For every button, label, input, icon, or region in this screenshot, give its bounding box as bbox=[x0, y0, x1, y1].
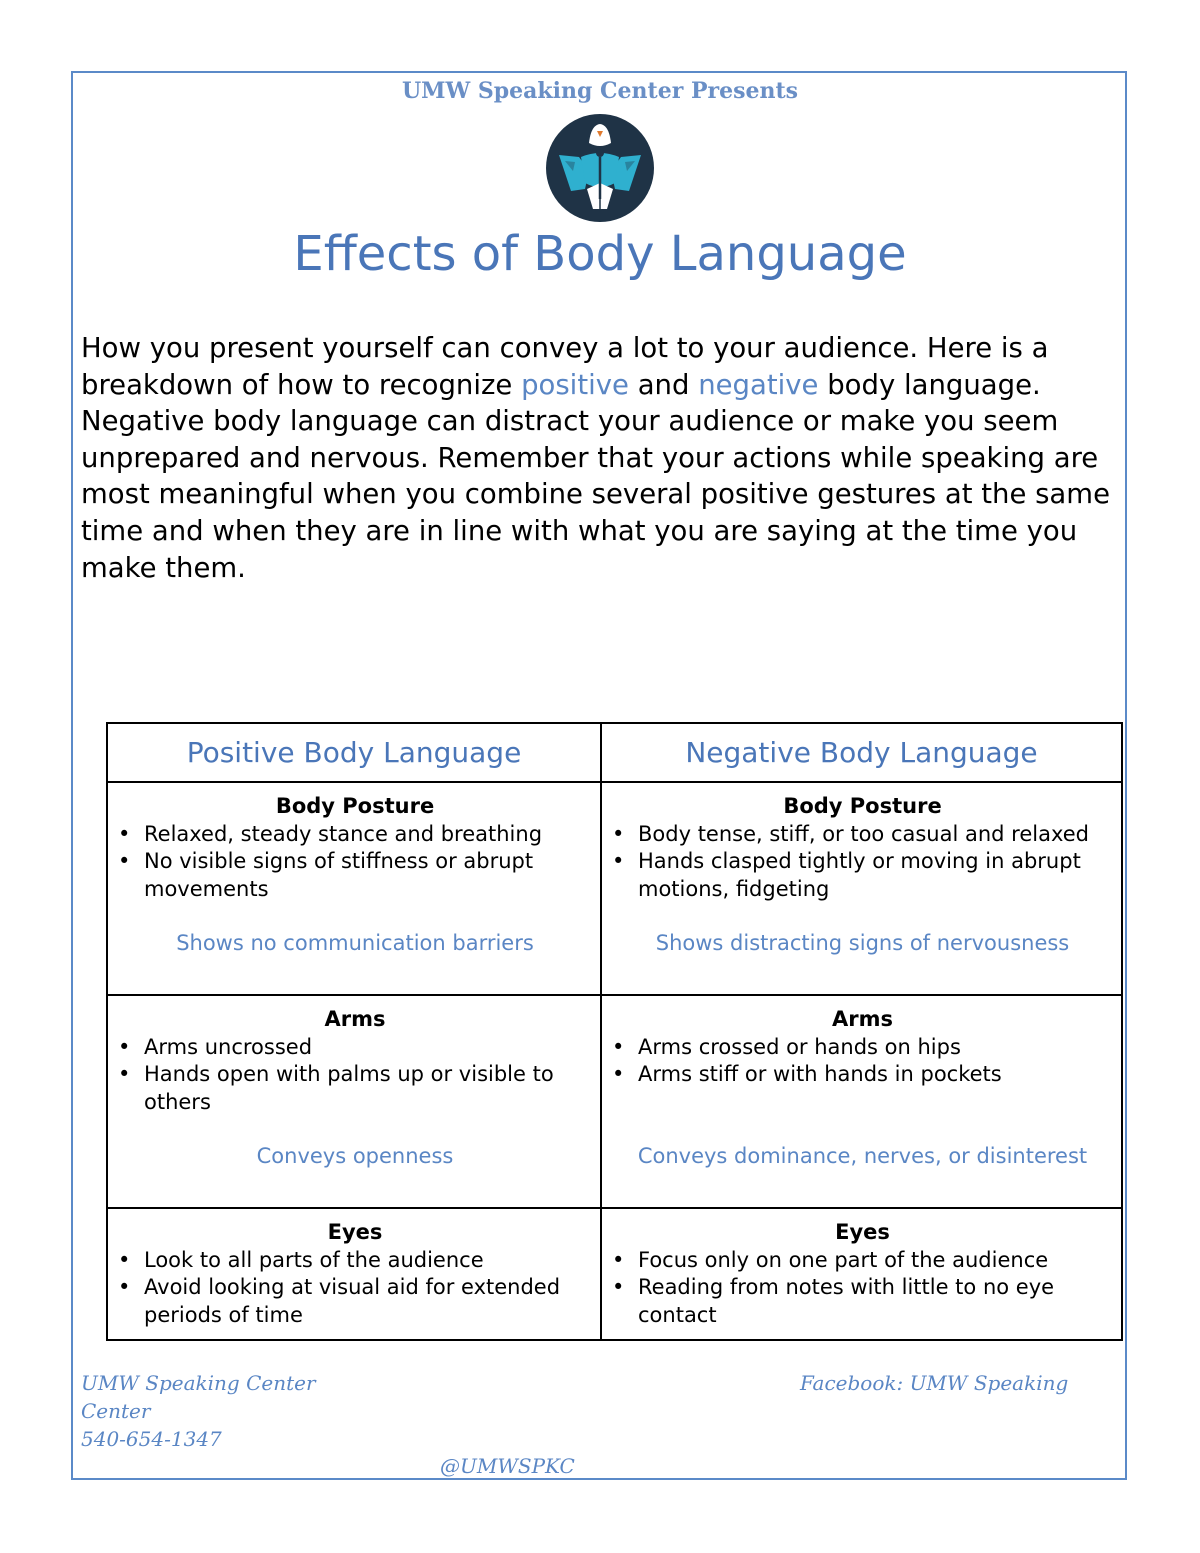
bullet-list bbox=[610, 821, 1115, 904]
list-item: • Look to all parts of the audience bbox=[116, 1247, 594, 1275]
category-heading: Arms bbox=[832, 1007, 893, 1031]
table-row bbox=[107, 1208, 1122, 1340]
negative-body-posture-cell bbox=[601, 782, 1122, 995]
list-item: • Arms stiff or with hands in pockets bbox=[610, 1061, 1115, 1089]
category-heading: Arms bbox=[324, 1007, 386, 1031]
effect-note: Conveys openness bbox=[256, 1144, 454, 1168]
table-header-row bbox=[107, 723, 1122, 782]
list-item: • Arms crossed or hands on hips bbox=[610, 1034, 1115, 1062]
list-item: • Hands open with palms up or visible to others bbox=[116, 1061, 594, 1116]
list-item: • No visible signs of stiffness or abrupt movements bbox=[116, 848, 594, 903]
negative-column-header: Negative Body Language bbox=[601, 723, 1122, 782]
footer-contact bbox=[81, 1369, 341, 1453]
bullet-list bbox=[116, 821, 594, 904]
intro-text-2: body language. Negative body language can distract your audience or make you seem unprepared and nervous. Remember that your actions while speaking are most meaningful when you combine several positive gestures at the same time and when they are in line with what you are saying at the time you make them. bbox=[81, 368, 1110, 584]
intro-paragraph bbox=[81, 330, 1121, 586]
negative-eyes-cell bbox=[601, 1208, 1122, 1340]
bullet-list bbox=[610, 1034, 1115, 1089]
eagle-microphone-logo-icon bbox=[545, 113, 655, 223]
list-item: • Avoid looking at visual aid for extended periods of time bbox=[116, 1274, 594, 1329]
category-heading: Body Posture bbox=[275, 794, 435, 818]
table-row bbox=[107, 782, 1122, 995]
footer-twitter-handle: @UMWSPKC bbox=[440, 1454, 575, 1478]
list-item: • Arms uncrossed bbox=[116, 1034, 594, 1062]
category-heading: Body Posture bbox=[783, 794, 942, 818]
list-item: • Relaxed, steady stance and breathing bbox=[116, 821, 594, 849]
body-language-table bbox=[106, 722, 1123, 1341]
page-title: Effects of Body Language bbox=[293, 226, 907, 282]
footer-phone: 540-654-1347 bbox=[81, 1427, 222, 1451]
positive-body-posture-cell bbox=[107, 782, 601, 995]
bullet-list bbox=[610, 1247, 1115, 1330]
footer-facebook: Facebook: UMW Speaking bbox=[800, 1371, 1069, 1395]
list-item: • Focus only on one part of the audience bbox=[610, 1247, 1115, 1275]
list-item: • Hands clasped tightly or moving in abrupt motions, fidgeting bbox=[610, 848, 1115, 903]
positive-keyword: positive bbox=[521, 368, 629, 401]
list-item: • Body tense, stiff, or too casual and relaxed bbox=[610, 821, 1115, 849]
positive-arms-cell bbox=[107, 995, 601, 1208]
effect-note: Shows distracting signs of nervousness bbox=[655, 931, 1070, 955]
positive-eyes-cell bbox=[107, 1208, 601, 1340]
positive-column-header: Positive Body Language bbox=[107, 723, 601, 782]
effect-note: Conveys dominance, nerves, or disinterest bbox=[637, 1143, 1088, 1168]
footer-org: UMW Speaking Center Center bbox=[81, 1371, 316, 1423]
negative-keyword: negative bbox=[698, 368, 819, 401]
table-row bbox=[107, 995, 1122, 1208]
category-heading: Eyes bbox=[835, 1220, 890, 1244]
category-heading: Eyes bbox=[327, 1220, 383, 1244]
effect-note: Shows no communication barriers bbox=[176, 931, 534, 955]
presents-heading: UMW Speaking Center Presents bbox=[401, 78, 799, 104]
intro-text-1: How you present yourself can convey a lot to your audience. Here is a breakdown of how to recognize bbox=[81, 332, 1049, 401]
bullet-list bbox=[116, 1247, 594, 1330]
intro-and: and bbox=[628, 368, 699, 401]
list-item: • Reading from notes with little to no eye contact bbox=[610, 1274, 1115, 1329]
negative-arms-cell bbox=[601, 995, 1122, 1208]
bullet-list bbox=[116, 1034, 594, 1117]
